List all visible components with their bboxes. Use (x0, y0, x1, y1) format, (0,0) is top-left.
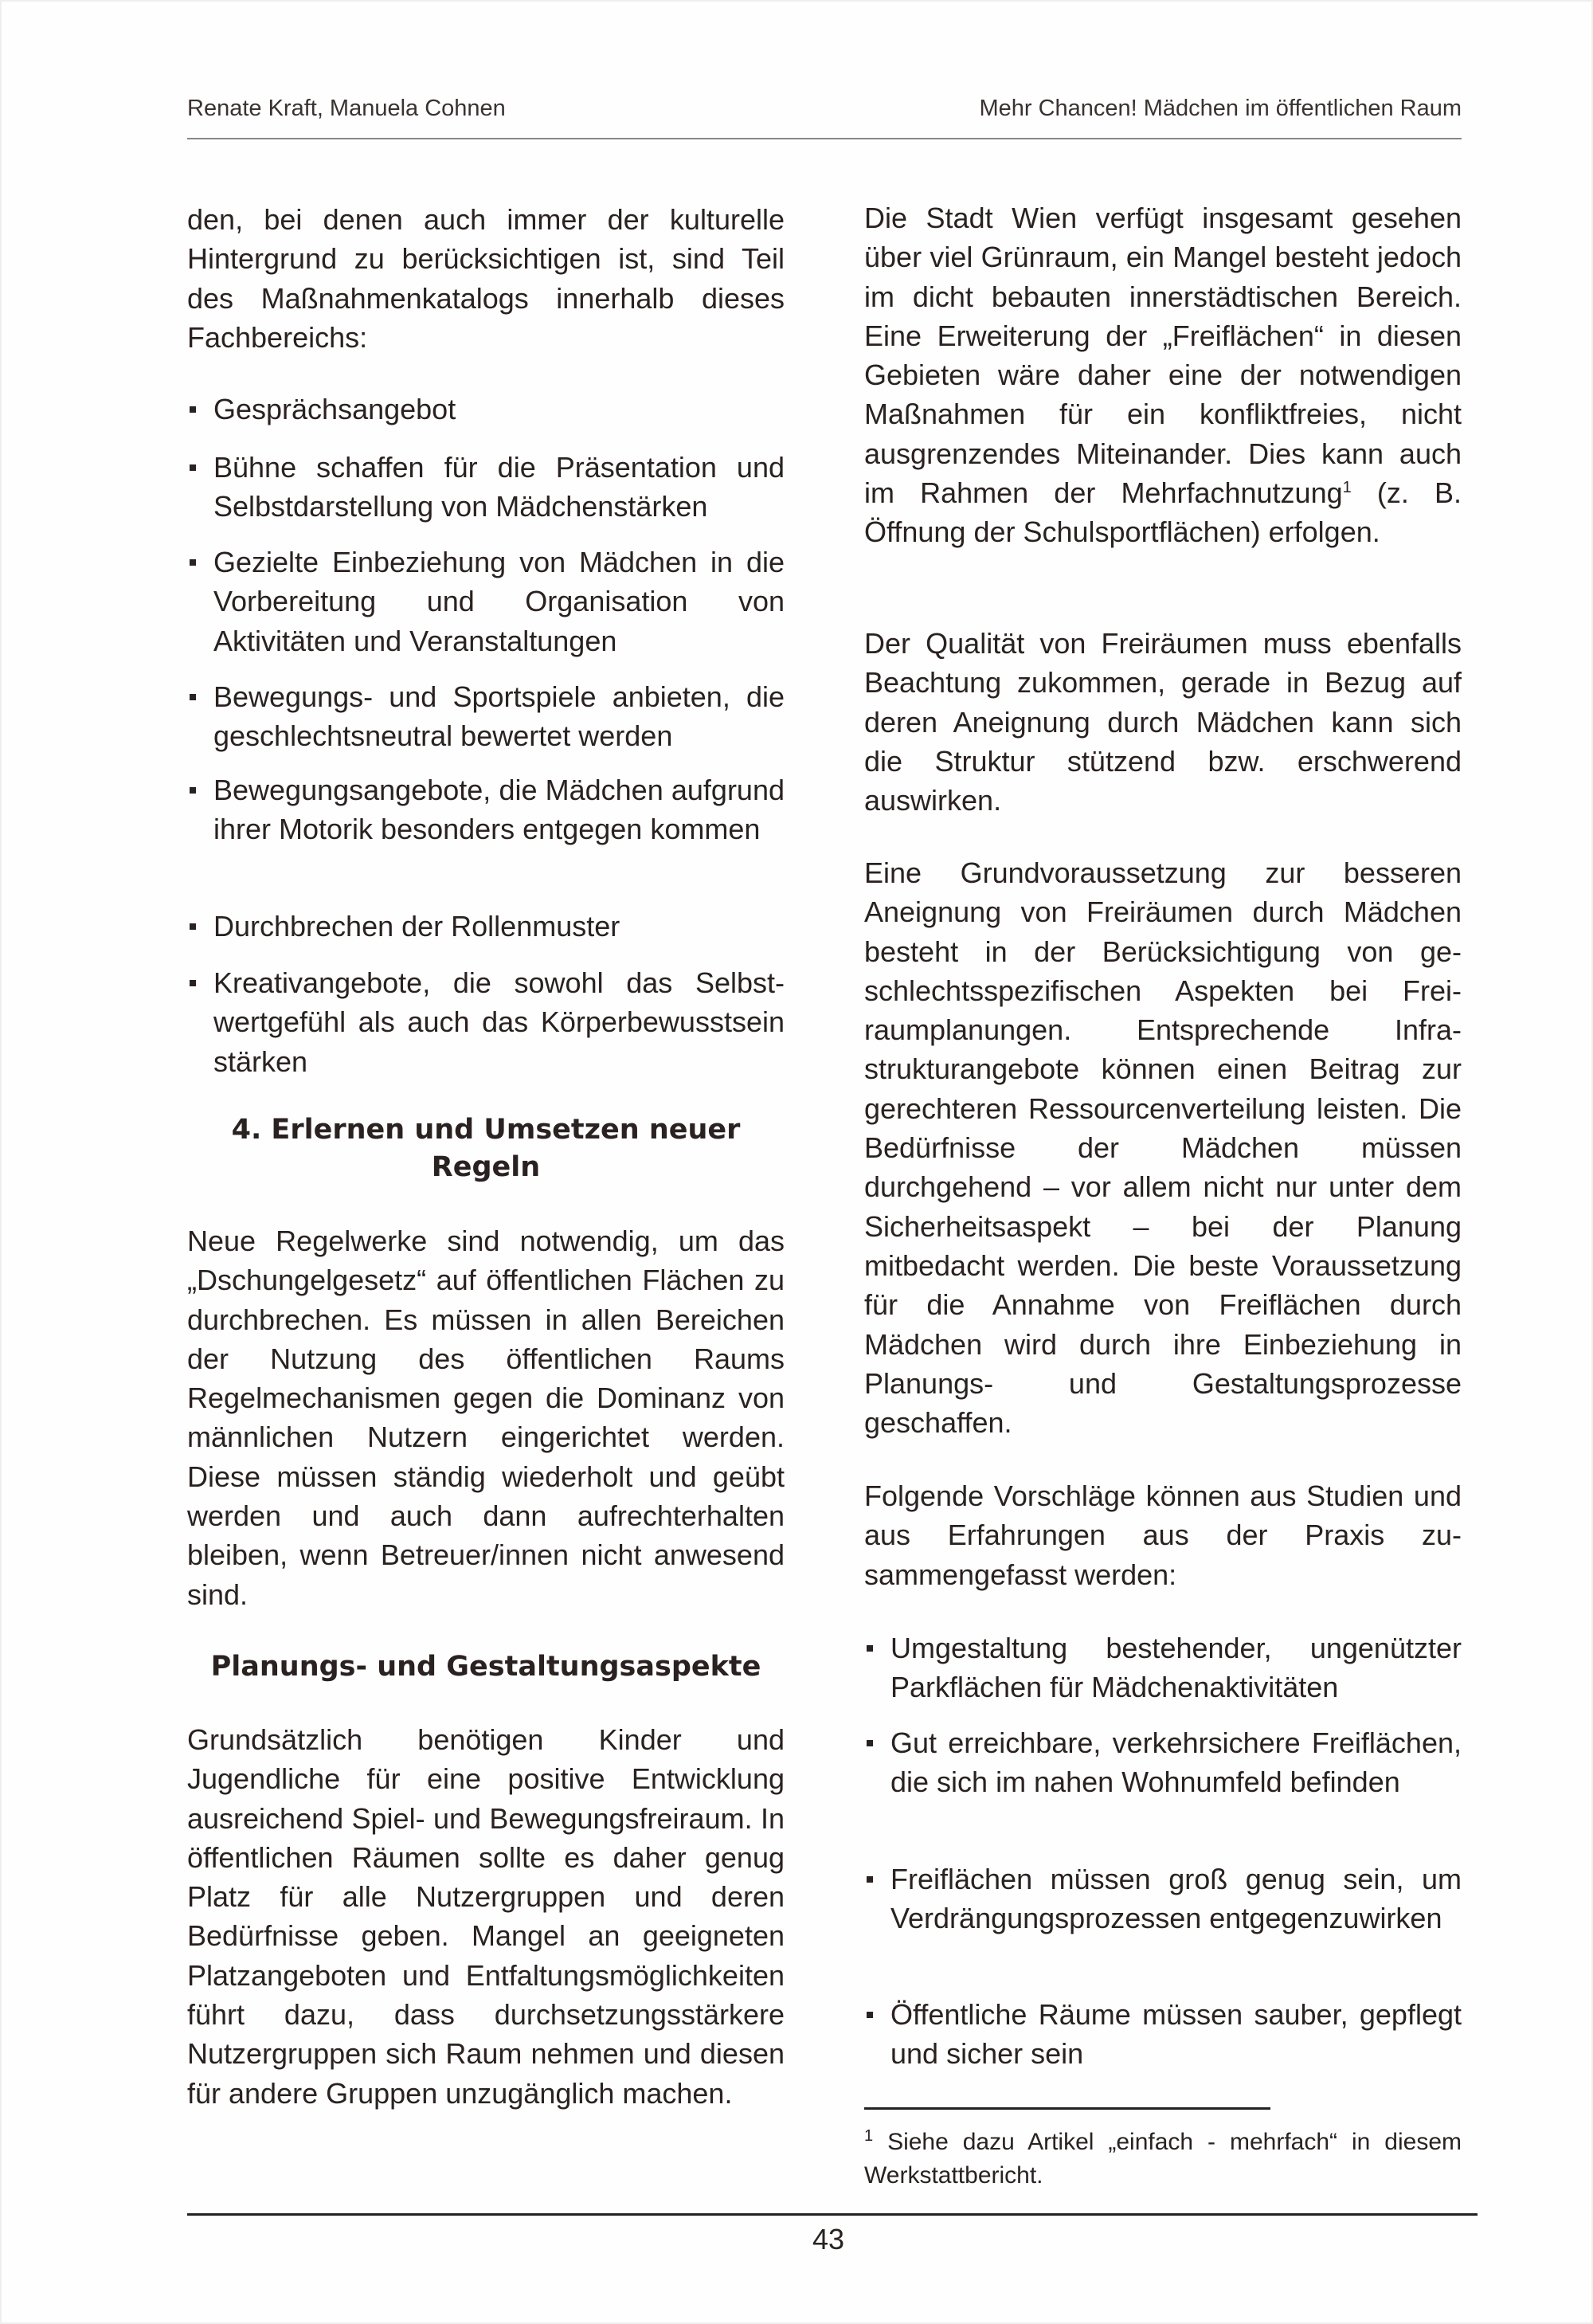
paragraph: Der Qualität von Freiräumen muss ebenfalls Beachtung zukommen, gerade in Bezug auf deren Aneignung durch Mädchen kann sich die Struktur stützend bzw. erschwerend auswirken. (864, 627, 1462, 817)
header-title: Mehr Chancen! Mädchen im öffentlichen Raum (979, 96, 1462, 121)
paragraph (864, 198, 1462, 552)
list-item: Bewegungsangebote, die Mädchen aufgrund ihrer Motorik besonders entgegen kommen (187, 770, 785, 849)
footer-rule (187, 2213, 1478, 2216)
paragraph: Grundsätzlich benötigen Kinder und Jugendliche für eine positive Entwicklung ausreichend Spiel- und Bewegungsfreiraum. In öffentlichen Räumen sollte es daher genug Platz für alle Nutzergruppen und deren Bedürfnisse geben. Mangel an geeigneten Platzangeboten und Entfaltungsmöglichkeiten führt dazu, dass durchsetzungsstärkere Nutzergruppen sich Raum nehmen und diesen für andere Gruppen unzugänglich machen. (187, 1723, 785, 2110)
list-item: Öffentliche Räume müssen sauber, gepflegt und sicher sein (864, 1995, 1462, 2074)
footnote-number: 1 (864, 2127, 874, 2145)
footnote-ref: 1 (1342, 479, 1352, 497)
section-heading (187, 1111, 785, 1186)
footnote (864, 2126, 1462, 2193)
list-item: Freiflächen müssen groß genug sein, um Verdrängungsprozessen entgegenzuwirken (864, 1860, 1462, 1938)
heading-line: Regeln (431, 1151, 541, 1183)
list-item: Bühne schaffen für die Präsentation und Selbstdarstellung von Mädchenstärken (187, 448, 785, 527)
paragraph: Neue Regelwerke sind notwendig, um das „Dschungelgesetz“ auf öffentlichen Flächen zu durchbrechen. Es müssen in allen Bereichen der Nutzung des öffentlichen Raums Regelmechanismen gegen die Dominanz von männlichen Nutzern eingerichtet werden. Diese müssen ständig wiederholt und geübt werden und auch dann aufrechterhalten bleiben, wenn Betreuer/innen nicht anwesend sind. (187, 1225, 785, 1611)
footnote-text: Siehe dazu Artikel „einfach - mehrfach“ in diesem Werkstattbericht. (864, 2129, 1462, 2189)
list-item: Umgestaltung bestehender, ungenützter Parkflächen für Mädchenaktivitäten (864, 1628, 1462, 1707)
header-authors: Renate Kraft, Manuela Cohnen (187, 96, 506, 121)
text: (z. B. Öffnung der Schulsportflächen) erfolgen. (864, 476, 1462, 549)
list-item: Gesprächsangebot (187, 390, 811, 429)
text: Die Stadt Wien verfügt insgesamt gesehen über viel Grünraum, ein Mangel besteht jedoch im dicht bebauten innerstädtischen Bereich. Eine Erweiterung der „Freiflächen“ in diesen Gebieten wäre daher eine der notwendigen Maßnahmen für ein konfliktfreies, nicht ausgrenzendes Miteinander. Dies kann auch im Rahmen der Mehrfachnutzung (864, 202, 1462, 510)
list-item: Gut erreichbare, verkehrsichere Freiflächen, die sich im nahen Wohnumfeld befinden (864, 1723, 1462, 1802)
paragraph: den, bei denen auch immer der kulturelle Hintergrund zu berücksichtigen ist, sind Teil des Maßnahmenkatalogs innerhalb dieses Fachbereichs: (187, 203, 785, 354)
header-rule (187, 138, 1462, 139)
footnote-rule (864, 2107, 1270, 2110)
list-item: Kreativangebote, die sowohl das Selbstwertgefühl als auch das Körperbewusstsein stärken (187, 963, 785, 1081)
list-item: Gezielte Einbeziehung von Mädchen in die Vorbereitung und Organisation von Aktivitäten und Veranstaltungen (187, 543, 785, 660)
section-heading: Planungs- und Gestaltungsaspekte (210, 1651, 761, 1683)
list-item: Durchbrechen der Rollenmuster (187, 907, 785, 946)
page-number: 43 (812, 2223, 845, 2255)
paragraph: Folgende Vorschläge können aus Studien und aus Erfahrungen aus der Praxis zusammengefasst werden: (864, 1479, 1462, 1591)
heading-line: 4. Erlernen und Umsetzen neuer (231, 1114, 741, 1146)
list-item: Bewegungs- und Sportspiele anbieten, die geschlechtsneutral bewertet werden (187, 677, 785, 756)
paragraph: Eine Grundvoraussetzung zur besseren Aneignung von Freiräumen durch Mädchen besteht in der Berücksichtigung von geschlechtsspezifischen Aspekten bei Freiraumplanungen. Entsprechende Infrastrukturangebote können einen Beitrag zur gerechteren Ressourcenverteilung leisten. Die Bedürfnisse der Mädchen müssen durchgehend – vor allem nicht nur unter dem Sicherheitsaspekt – bei der Planung mitbedacht werden. Die beste Voraussetzung für die Annahme von Freiflächen durch Mädchen wird durch ihre Einbeziehung in Planungs- und Gestaltungsprozesse geschaffen. (864, 856, 1462, 1440)
